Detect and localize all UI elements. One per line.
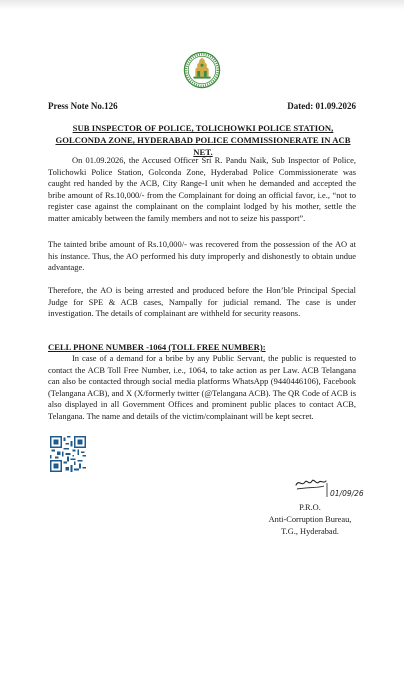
signatory-location: T.G., Hyderabad. (281, 527, 339, 536)
press-note-meta (48, 101, 356, 111)
qr-code-icon (50, 436, 86, 472)
signatory-block (250, 502, 370, 538)
paragraph-arrest: Therefore, the AO is being arrested and produced before the Hon’ble Principal Special Judge for SPE & ACB cases, Nampally for judicial remand. The case is under investigation. The details of complainant are withheld for security reasons. (48, 285, 356, 318)
handwritten-signature (294, 473, 364, 503)
cell-phone-heading: CELL PHONE NUMBER -1064 (TOLL FREE NUMBER): (48, 342, 266, 352)
paragraph-contact-info: In case of a demand for a bribe by any Public Servant, the public is requested to contact the ACB Toll Free Number, i.e., 1064, to take action as per Law. ACB Telangana can also be contacted through social media platforms WhatsApp (9440446106), Facebook (Telangana ACB), and X (X/formerly twitter (@Telangana ACB). The QR Code of ACB is also displayed in all Government Offices and prominent public places to contact ACB, Telangana. The name and details of the victim/complainant will be kept secret. (48, 353, 356, 421)
paragraph-recovery: The tainted bribe amount of Rs.10,000/- was recovered from the possession of the AO at his instance. Thus, the AO performed his duty improperly and dishonestly to obtain undue advantage. (48, 239, 356, 272)
signature-date: 01/09/26 (330, 489, 364, 498)
paragraph-incident: On 01.09.2026, the Accused Officer Sri R. Pandu Naik, Sub Inspector of Police, Tolichowki Police Station, Golconda Zone, Hyderabad Police Commissionerate was caught red handed by the ACB, City Range-I unit when he demanded and accepted the bribe amount of Rs.10,000/- from the Complainant for doing an official favor, i.e., “not to register case against the complainant on the complaint lodged by his mother, settle the matter amicably between the family members and not to seize his passport”. (48, 155, 356, 223)
signatory-office: Anti-Corruption Bureau, (268, 515, 352, 524)
signatory-title: P.R.O. (299, 503, 321, 512)
press-note-date: Dated: 01.09.2026 (287, 101, 356, 111)
state-emblem-icon (183, 51, 221, 89)
scan-top-edge (0, 0, 404, 10)
press-note-number: Press Note No.126 (48, 101, 118, 111)
press-note-heading: SUB INSPECTOR OF POLICE, TOLICHOWKI POLICE STATION, GOLCONDA ZONE, HYDERABAD POLICE COMMISSIONERATE IN ACB NET. (55, 123, 351, 157)
